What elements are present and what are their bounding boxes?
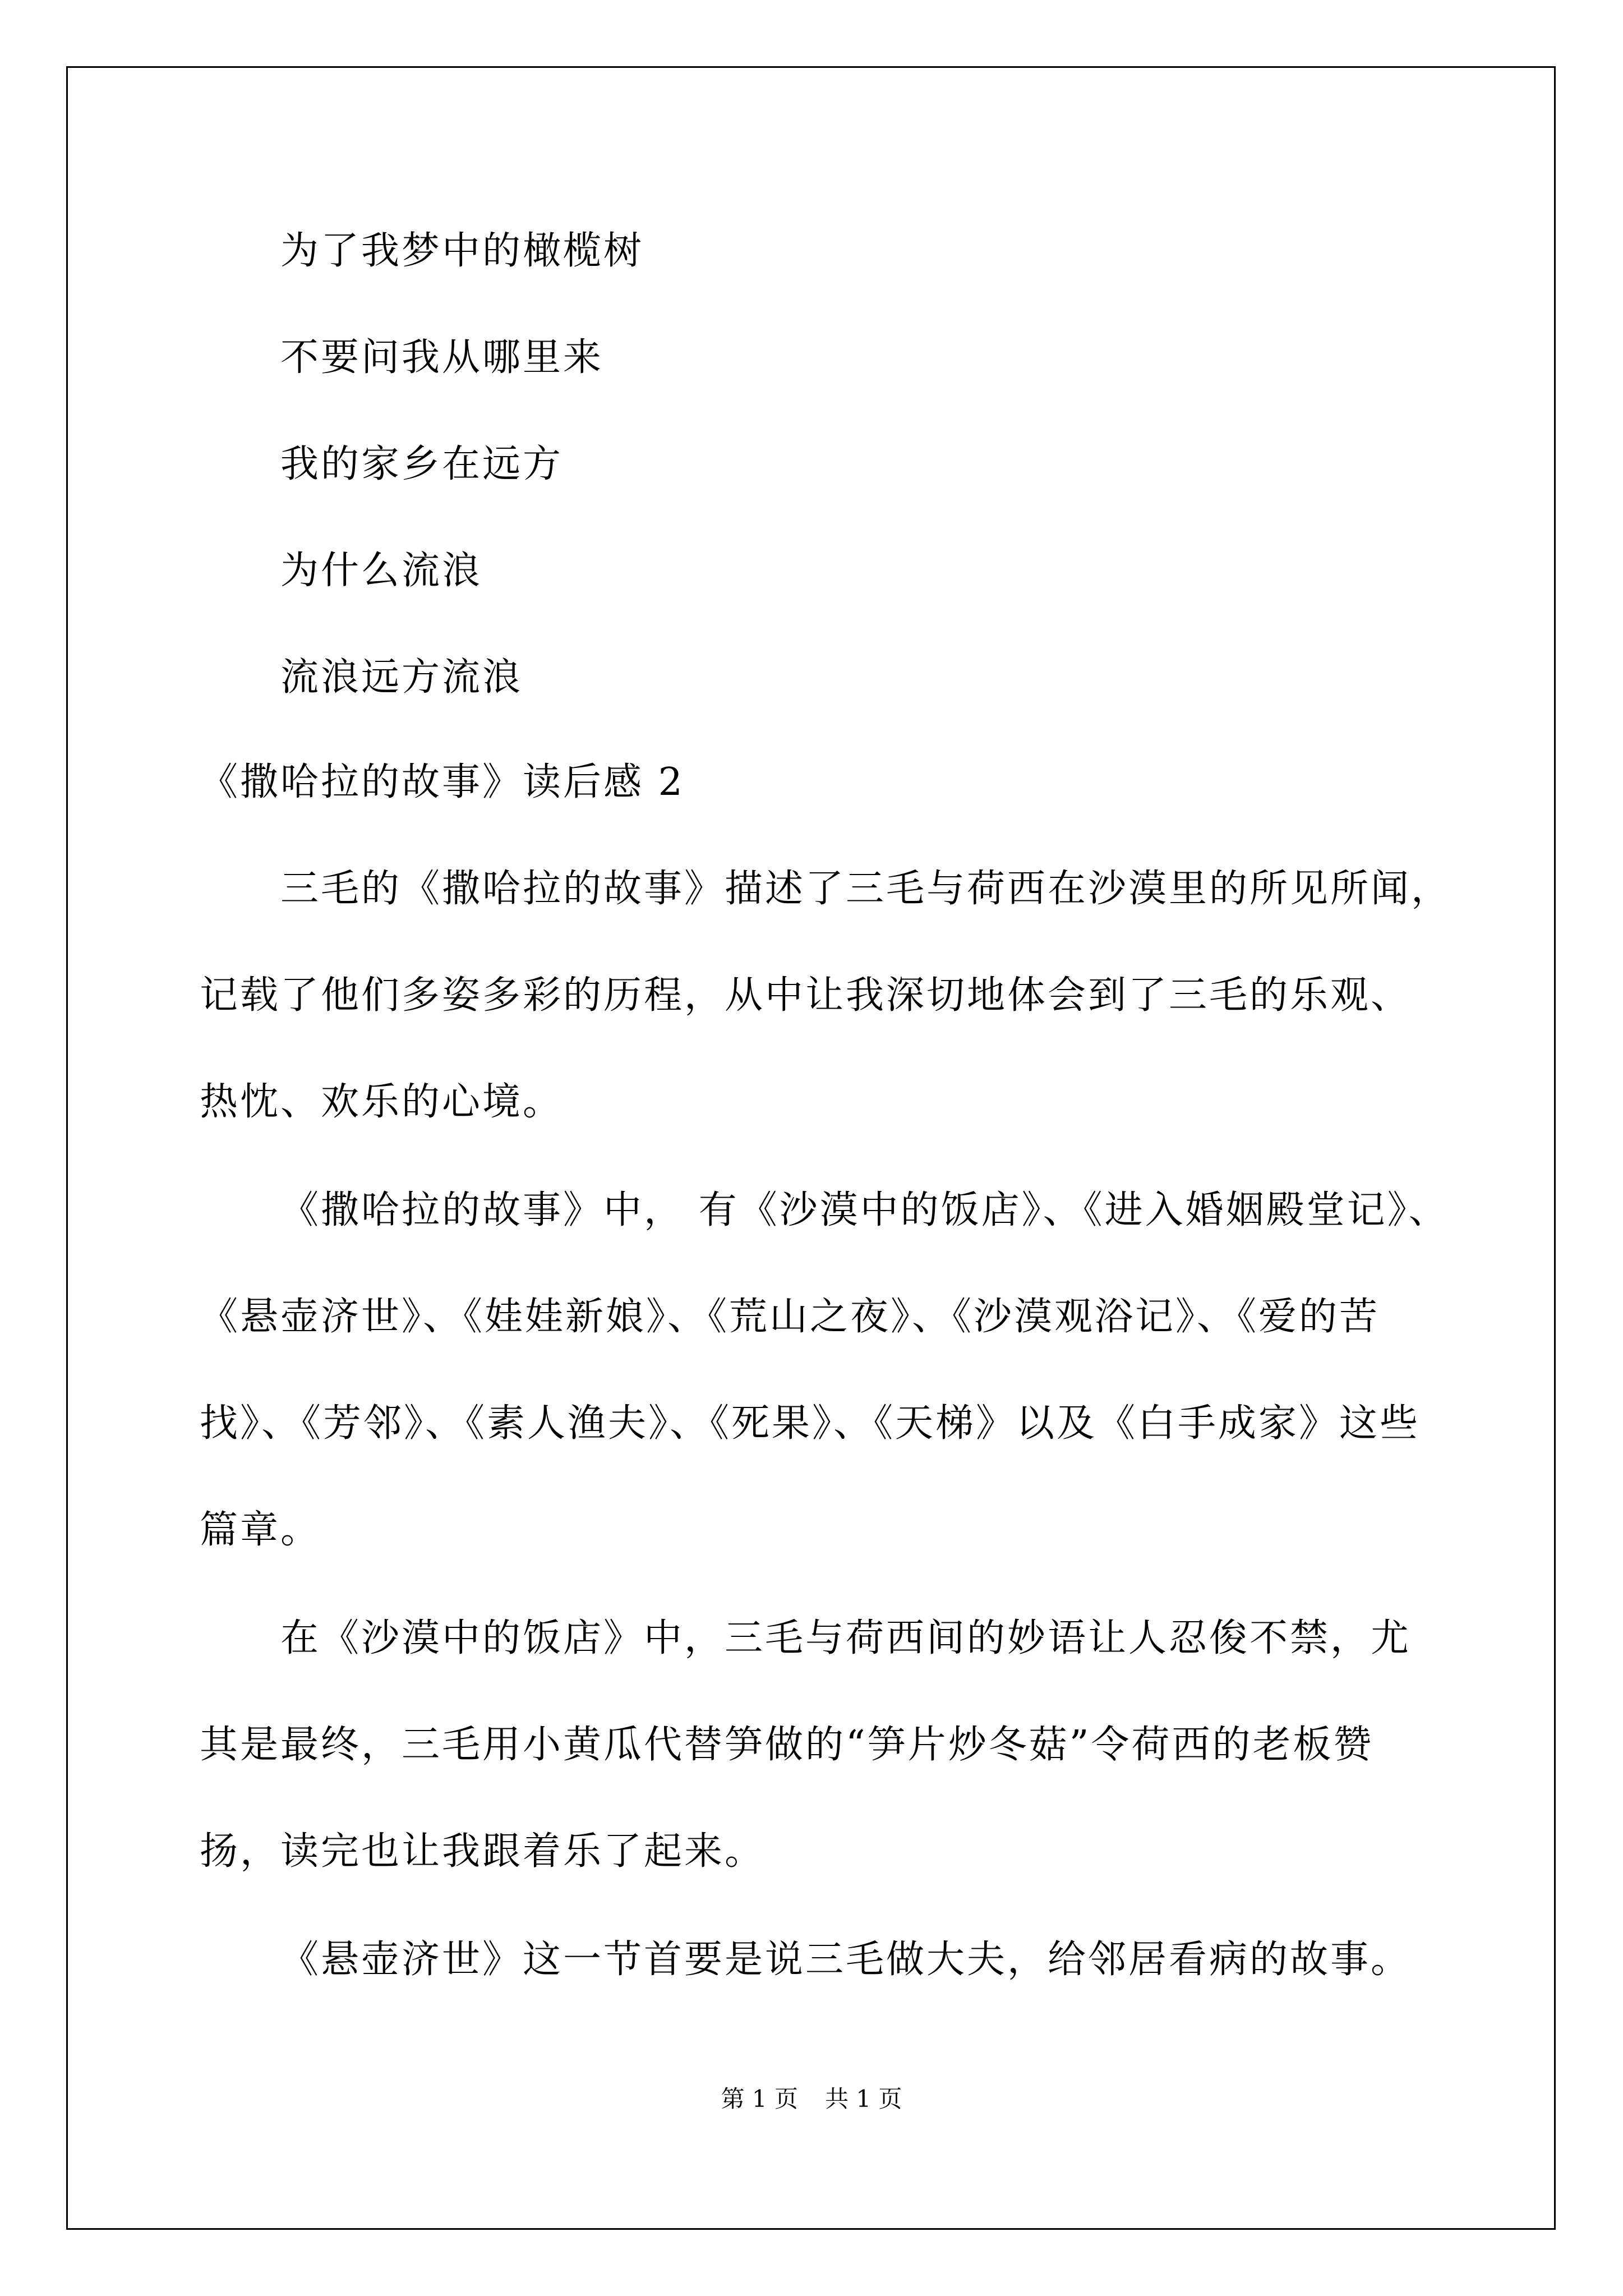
poem-line-1: 为了我梦中的橄榄树 [280,229,644,273]
paragraph-line: 记载了他们多姿多彩的历程，从中让我深切地体会到了三毛的乐观、 [200,973,1412,1018]
page-border [66,66,1556,2230]
paragraph-line: 《悬壶济世》、《娃娃新娘》、《荒山之夜》、《沙漠观浴记》、《爱的苦 [200,1295,1380,1339]
page-total: 共 1 页 [825,2085,902,2113]
paragraph-line: 篇章。 [200,1508,321,1552]
poem-line-5: 流浪远方流浪 [280,655,523,700]
paragraph-line: 《悬壶济世》这一节首要是说三毛做大夫，给邻居看病的故事。 [280,1938,1412,1982]
page-footer [0,2085,1623,2113]
poem-line-2: 不要问我从哪里来 [280,335,604,380]
paragraph-line: 三毛的《撒哈拉的故事》描述了三毛与荷西在沙漠里的所见所闻， [280,867,1452,911]
paragraph-line: 在《沙漠中的饭店》中，三毛与荷西间的妙语让人忍俊不禁，尤 [280,1616,1412,1660]
paragraph-line: 热忱、欢乐的心境。 [200,1080,564,1124]
paragraph-line: 找》、《芳邻》、《素人渔夫》、《死果》、《天梯》以及《白手成家》这些 [200,1401,1421,1446]
paragraph-line: 其是最终，三毛用小黄瓜代替笋做的“笋片炒冬菇”令荷西的老板赞 [200,1723,1374,1767]
poem-line-4: 为什么流浪 [280,549,483,593]
poem-line-3: 我的家乡在远方 [280,442,564,486]
page-number: 第 1 页 [721,2085,798,2113]
section-heading: 《撒哈拉的故事》读后感 2 [200,760,685,804]
paragraph-line: 扬，读完也让我跟着乐了起来。 [200,1829,766,1874]
paragraph-line: 《撒哈拉的故事》中， 有《沙漠中的饭店》、《进入婚姻殿堂记》、 [280,1188,1449,1232]
